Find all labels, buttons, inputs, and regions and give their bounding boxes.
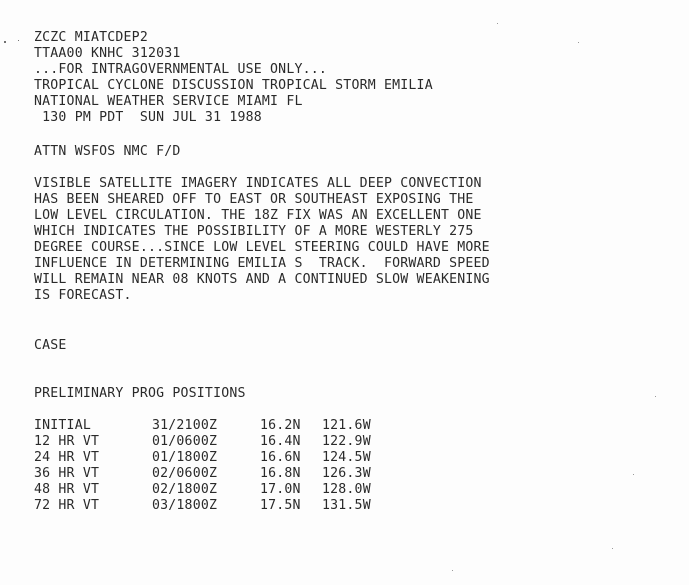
position-longitude: 128.0W — [322, 482, 371, 497]
discussion-line: INFLUENCE IN DETERMINING EMILIA S TRACK. FORWARD SPEED — [34, 256, 490, 271]
scan-speck — [452, 570, 453, 571]
header-line-5: NATIONAL WEATHER SERVICE MIAMI FL — [34, 94, 303, 109]
position-time: 01/1800Z — [152, 450, 218, 465]
position-latitude: 17.0N — [260, 482, 301, 497]
discussion-line: DEGREE COURSE...SINCE LOW LEVEL STEERING COULD HAVE MORE — [34, 240, 490, 255]
position-time: 03/1800Z — [152, 498, 218, 513]
discussion-line: WILL REMAIN NEAR 08 KNOTS AND A CONTINUED SLOW WEAKENING — [34, 272, 490, 287]
scan-speck — [612, 548, 613, 549]
position-label: 72 HR VT — [34, 498, 100, 513]
header-line-1: ZCZC MIATCDEP2 — [34, 30, 148, 45]
positions-title: PRELIMINARY PROG POSITIONS — [34, 386, 246, 401]
position-latitude: 16.6N — [260, 450, 301, 465]
scan-speck — [633, 474, 634, 475]
position-label: INITIAL — [34, 418, 91, 433]
position-time: 02/1800Z — [152, 482, 218, 497]
position-label: 36 HR VT — [34, 466, 100, 481]
position-latitude: 16.2N — [260, 418, 301, 433]
position-row — [34, 434, 454, 450]
position-row — [34, 450, 454, 466]
scan-speck — [18, 40, 19, 41]
position-row — [34, 466, 454, 482]
header-line-4: TROPICAL CYCLONE DISCUSSION TROPICAL STORM EMILIA — [34, 78, 433, 93]
header-line-3: ...FOR INTRAGOVERNMENTAL USE ONLY... — [34, 62, 328, 77]
position-label: 12 HR VT — [34, 434, 100, 449]
position-longitude: 124.5W — [322, 450, 371, 465]
header-line-2: TTAA00 KNHC 312031 — [34, 46, 181, 61]
position-label: 48 HR VT — [34, 482, 100, 497]
position-latitude: 16.4N — [260, 434, 301, 449]
scan-speck — [655, 396, 656, 397]
position-row — [34, 418, 454, 434]
position-longitude: 122.9W — [322, 434, 371, 449]
discussion-line: HAS BEEN SHEARED OFF TO EAST OR SOUTHEAST EXPOSING THE — [34, 192, 474, 207]
position-time: 31/2100Z — [152, 418, 218, 433]
position-label: 24 HR VT — [34, 450, 100, 465]
discussion-line: IS FORECAST. — [34, 288, 132, 303]
position-latitude: 17.5N — [260, 498, 301, 513]
scan-speck — [497, 23, 498, 24]
position-latitude: 16.8N — [260, 466, 301, 481]
position-longitude: 121.6W — [322, 418, 371, 433]
discussion-line: WHICH INDICATES THE POSSIBILITY OF A MORE WESTERLY 275 — [34, 224, 474, 239]
attn-line: ATTN WSFOS NMC F/D — [34, 144, 181, 159]
position-longitude: 131.5W — [322, 498, 371, 513]
position-row — [34, 482, 454, 498]
scan-speck — [4, 41, 6, 43]
case-label: CASE — [34, 338, 67, 353]
position-row — [34, 498, 454, 514]
discussion-line: VISIBLE SATELLITE IMAGERY INDICATES ALL DEEP CONVECTION — [34, 176, 482, 191]
scan-speck — [578, 42, 579, 43]
header-line-6: 130 PM PDT SUN JUL 31 1988 — [34, 110, 262, 125]
position-longitude: 126.3W — [322, 466, 371, 481]
discussion-line: LOW LEVEL CIRCULATION. THE 18Z FIX WAS AN EXCELLENT ONE — [34, 208, 482, 223]
position-time: 01/0600Z — [152, 434, 218, 449]
position-time: 02/0600Z — [152, 466, 218, 481]
